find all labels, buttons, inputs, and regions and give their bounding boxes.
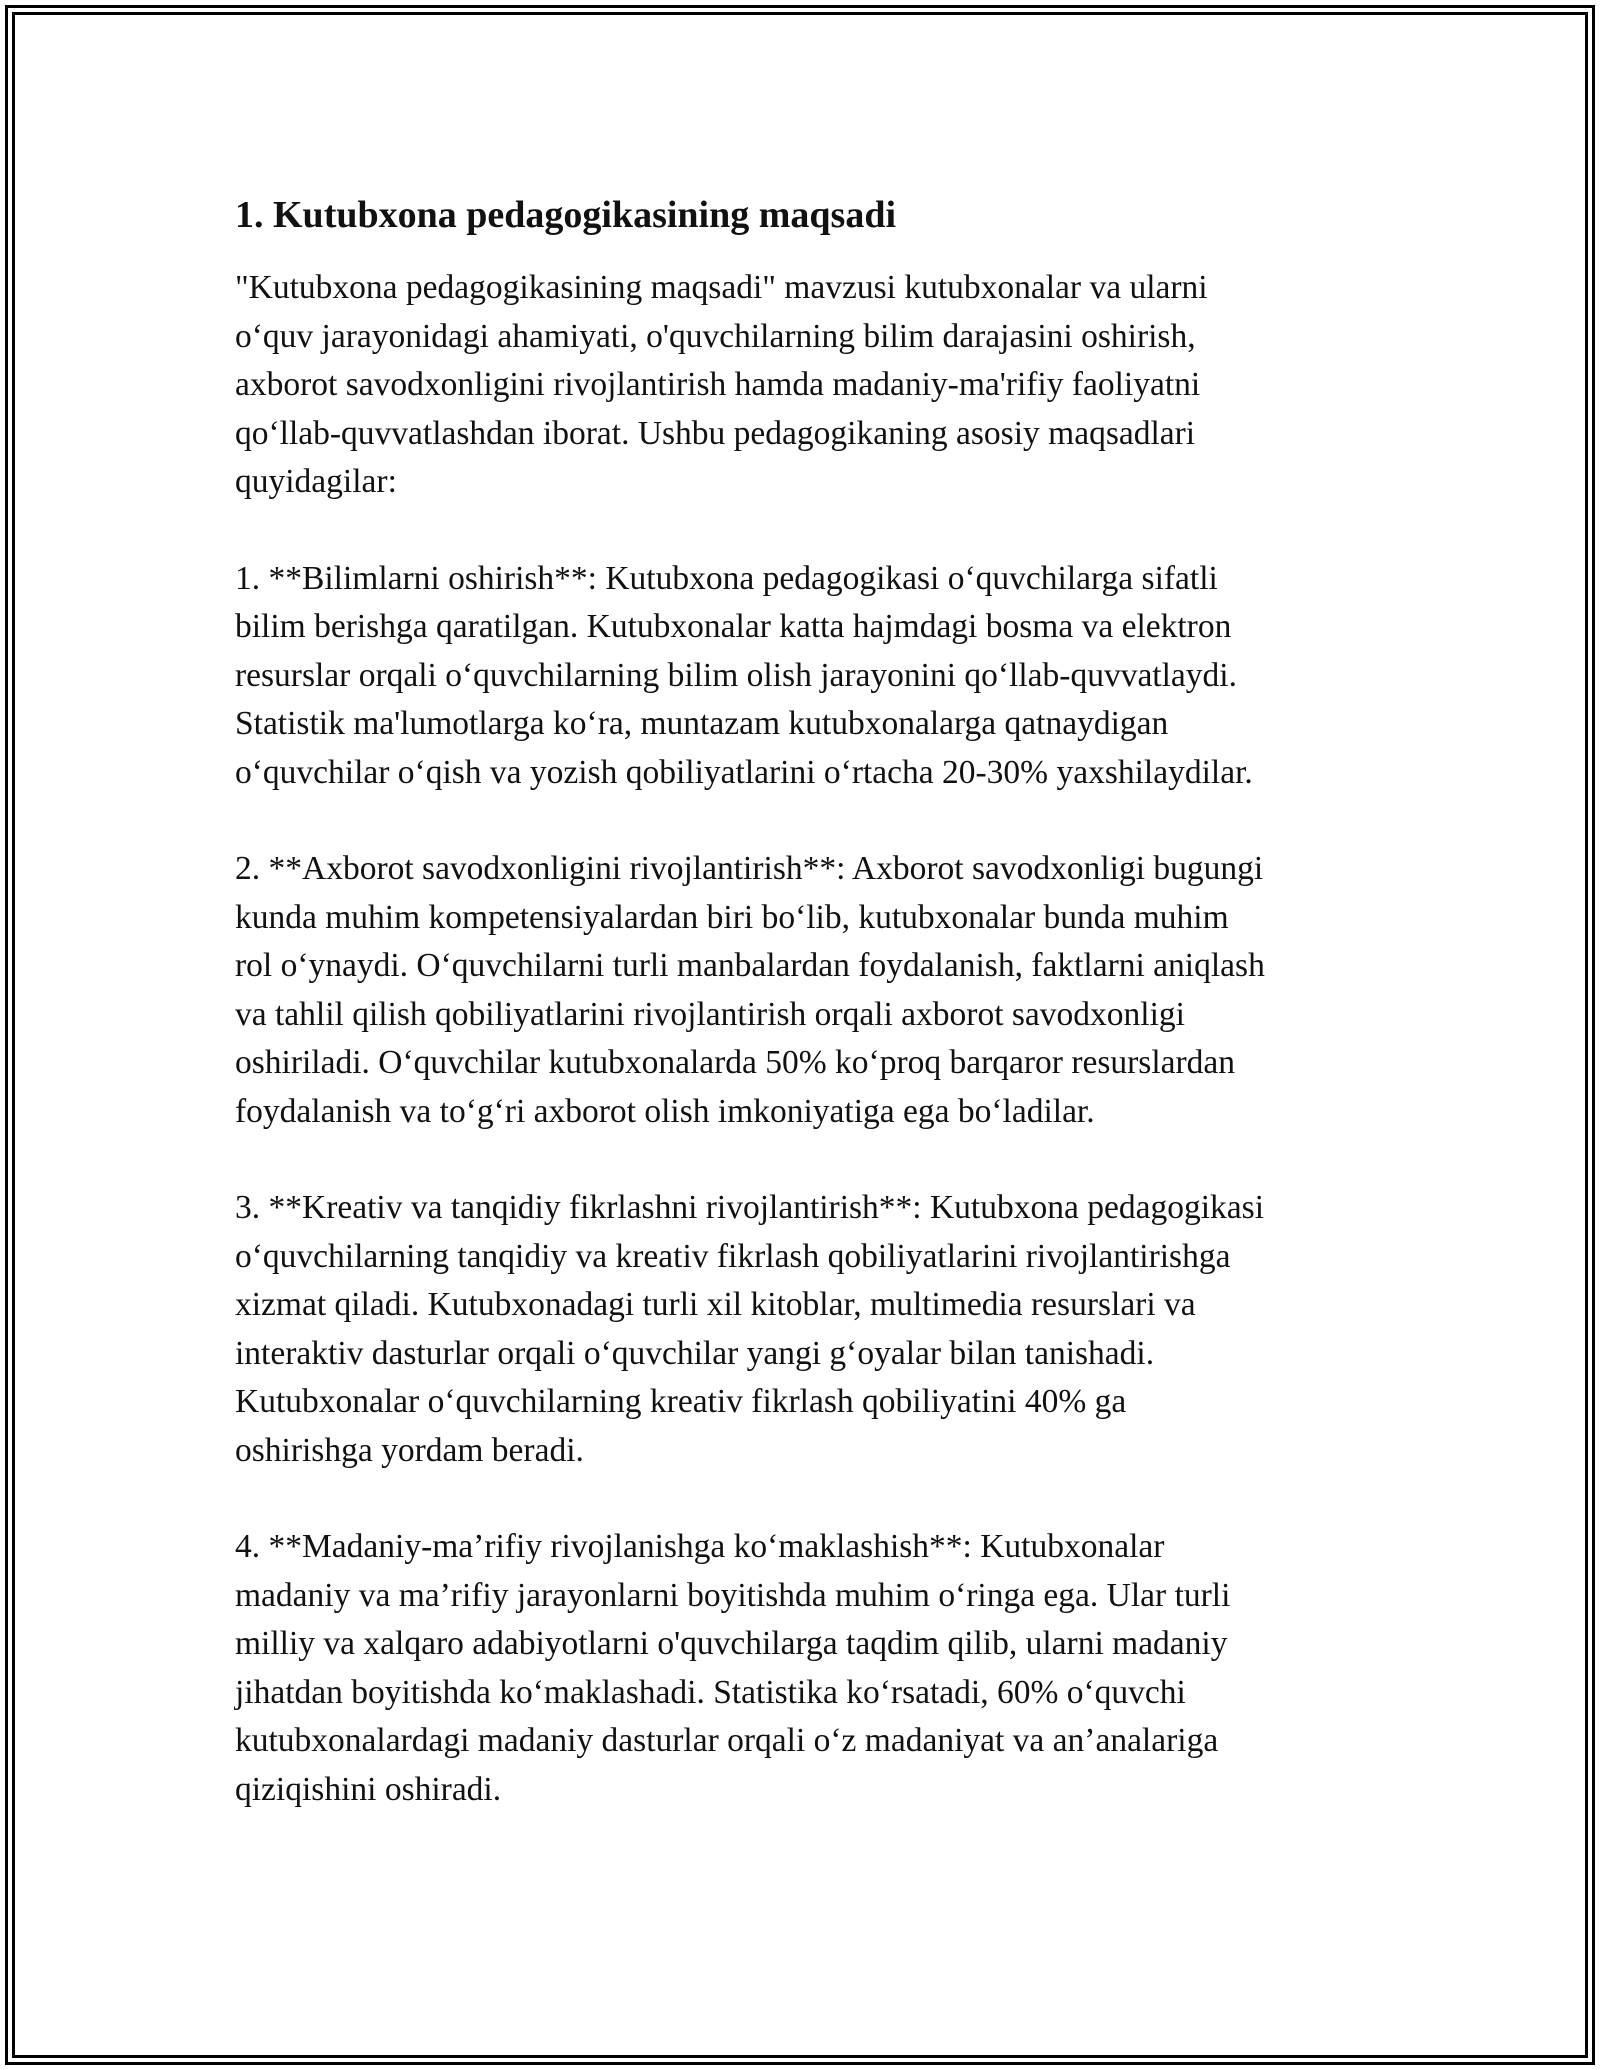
paragraph-kreativ-fikrlash: 3. **Kreativ va tanqidiy fikrlashni rivojlantirish**: Kutubxona pedagogikasi o‘quvchilarning tanqidiy va kreativ fikrlash qobiliyatlarini rivojlantirishga xizmat qiladi. Kutubxonadagi turli xil kitoblar, multimedia resurslari va interaktiv dasturlar orqali o‘quvchilar yangi g‘oyalar bilan tanishadi. Kutubxonalar o‘quvchilarning kreativ fikrlash qobiliyatini 40% ga oshirishga yordam beradi.	[235, 1189, 1264, 1469]
document-heading: 1. Kutubxona pedagogikasining maqsadi	[235, 194, 897, 236]
paragraph-axborot-savodxonligi: 2. **Axborot savodxonligini rivojlantirish**: Axborot savodxonligi bugungi kunda muhim kompetensiyalardan biri bo‘lib, kutubxonalar bunda muhim rol o‘ynaydi. O‘quvchilarni turli manbalardan foydalanish, faktlarni aniqlash va tahlil qilish qobiliyatlarini rivojlantirish orqali axborot savodxonligi oshiriladi. O‘quvchilar kutubxonalarda 50% ko‘proq barqaror resurslardan foydalanish va to‘g‘ri axborot olish imkoniyatiga ega bo‘ladilar.	[235, 850, 1265, 1130]
intro-paragraph: "Kutubxona pedagogikasining maqsadi" mavzusi kutubxonalar va ularni o‘quv jarayonidagi ahamiyati, o'quvchilarning bilim darajasini oshirish, axborot savodxonligini rivojlantirish hamda madaniy-ma'rifiy faoliyatni qo‘llab-quvvatlashdan iborat. Ushbu pedagogikaning asosiy maqsadlari quyidagilar:	[235, 269, 1208, 500]
document-body	[235, 188, 1375, 1862]
paragraph-bilimlarni-oshirish: 1. **Bilimlarni oshirish**: Kutubxona pedagogikasi o‘quvchilarga sifatli bilim berishga qaratilgan. Kutubxonalar katta hajmdagi bosma va elektron resurslar orqali o‘quvchilarning bilim olish jarayonini qo‘llab-quvvatlaydi. Statistik ma'lumotlarga ko‘ra, muntazam kutubxonalarga qatnaydigan o‘quvchilar o‘qish va yozish qobiliyatlarini o‘rtacha 20-30% yaxshilaydilar.	[235, 559, 1253, 791]
paragraph-madaniy-marifiy: 4. **Madaniy-ma’rifiy rivojlanishga ko‘maklashish**: Kutubxonalar madaniy va ma’rifiy jarayonlarni boyitishda muhim o‘ringa ega. Ular turli milliy va xalqaro adabiyotlarni o'quvchilarga taqdim qilib, ularni madaniy jihatdan boyitishda ko‘maklashadi. Statistika ko‘rsatadi, 60% o‘quvchi kutubxonalardagi madaniy dasturlar orqali o‘z madaniyat va an’analariga qiziqishini oshiradi.	[235, 1528, 1231, 1808]
